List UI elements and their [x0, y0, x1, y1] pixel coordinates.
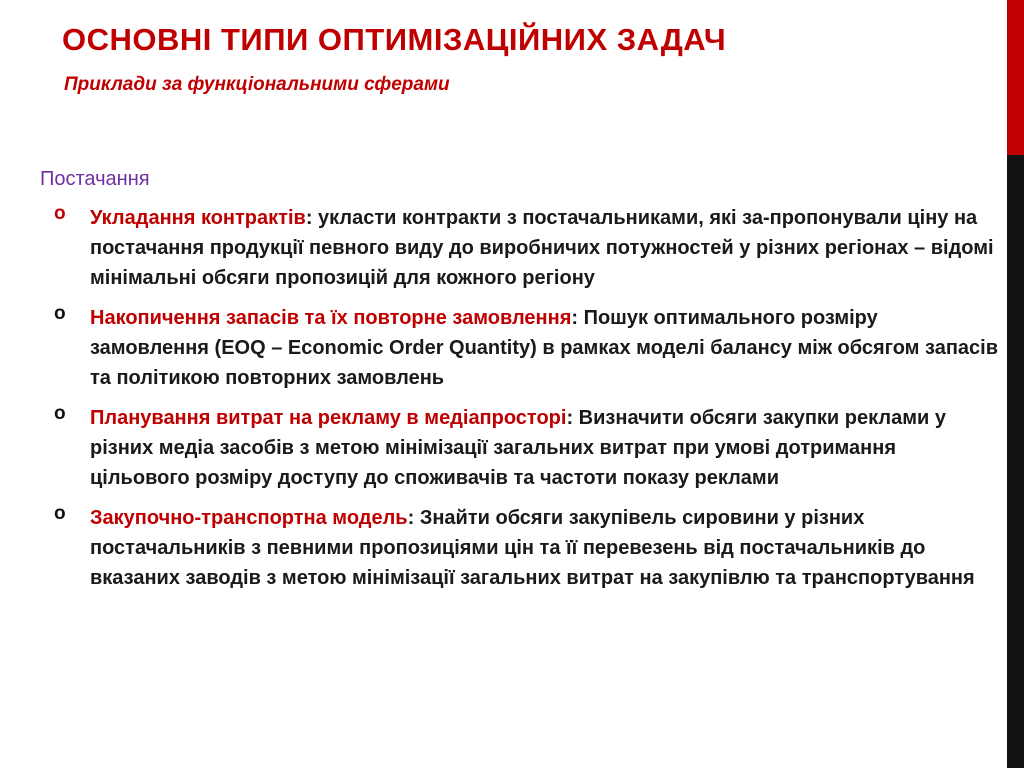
item-term: Накопичення запасів та їх повторне замовлення [90, 307, 572, 329]
list-item [0, 303, 1000, 393]
item-text [90, 403, 1000, 493]
list-item [0, 203, 1000, 293]
bullet-marker: o [54, 303, 66, 324]
item-description: : укласти контракти з постачальниками, які за-пропонували ціну на постачання продукції певного виду до виробничих потужностей у різних регіонах – відомі мінімальні обсяги пропозицій для кожного регіону [90, 207, 994, 289]
item-description: : Знайти обсяги закупівель сировини у різних постачальників з певними пропозиціями цін та її перевезень від постачальників до вказаних заводів з метою мінімізації загальних витрат на закупівлю та транспортування [90, 507, 975, 589]
section-heading: Постачання [40, 168, 150, 190]
bullet-marker: o [54, 403, 66, 424]
list-item [0, 503, 1000, 593]
bullet-marker: o [54, 503, 66, 524]
accent-bar-red [1007, 0, 1024, 155]
slide-title: ОСНОВНІ ТИПИ ОПТИМІЗАЦІЙНИХ ЗАДАЧ [62, 22, 727, 57]
item-description: : Визначити обсяги закупки реклами у різних медіа засобів з метою мінімізації загальних витрат при умові дотримання цільового розміру доступу до споживачів та частоти показу реклами [90, 407, 946, 489]
item-text [90, 503, 1000, 593]
list-item [0, 403, 1000, 493]
item-term: Закупочно-транспортна модель [90, 507, 408, 529]
item-description: : Пошук оптимального розміру замовлення (EOQ – Economic Order Quantity) в рамках моделі балансу між обсягом запасів та політикою повторних замовлень [90, 307, 999, 389]
item-term: Планування витрат на рекламу в медіапросторі [90, 407, 567, 429]
item-term: Укладання контрактів [90, 207, 306, 229]
accent-bar-dark [1007, 155, 1024, 768]
item-text [90, 203, 1000, 293]
item-text [90, 303, 1000, 393]
bullet-marker: o [54, 203, 66, 224]
bullet-list [0, 203, 1000, 603]
slide-subtitle: Приклади за функціональними сферами [64, 74, 450, 95]
